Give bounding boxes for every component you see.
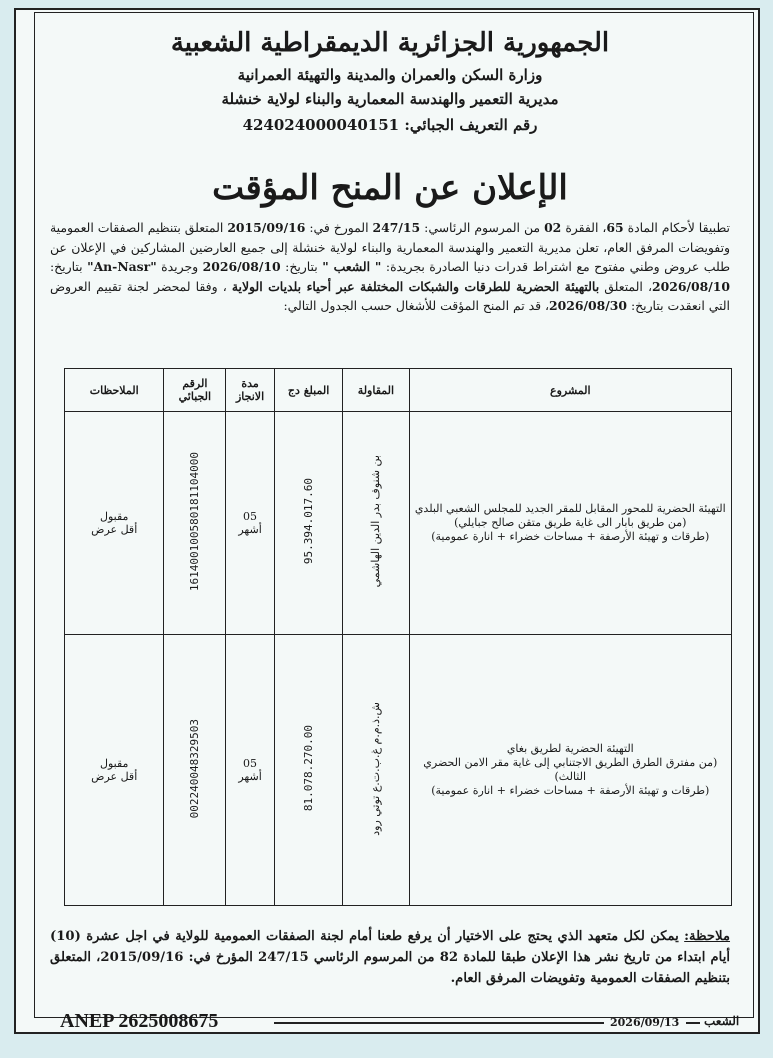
body-text: ، الفقرة <box>565 220 607 235</box>
note-decree: 247/15 <box>258 950 309 965</box>
tax-number-value: 002240048329503 <box>188 718 202 819</box>
header-project: المشروع <box>409 369 731 412</box>
evaluation-date: 2026/08/30 <box>548 298 627 313</box>
remark-reason: أقل عرض <box>91 522 138 536</box>
table-row <box>65 634 732 905</box>
article-number: 65 <box>606 220 624 235</box>
announcement-title: الإعلان عن المنح المؤقت <box>212 168 568 208</box>
remarks-cell <box>65 634 164 905</box>
note-text: من المرسوم الرئاسي <box>313 950 435 965</box>
body-text: ، المتعلق <box>604 278 652 294</box>
header-tax-number: الرقم الجبائي <box>164 369 226 412</box>
decree-number: 247/15 <box>372 220 421 235</box>
amount-value: 95.394.017.60 <box>302 478 316 565</box>
note-label: ملاحظة: <box>684 929 731 944</box>
duration-cell <box>226 634 275 905</box>
contractor-cell <box>343 412 409 635</box>
anep-reference: ANEP 2625008675 <box>60 1010 219 1032</box>
remark-status: مقبول <box>99 509 129 523</box>
tax-number-value: 161400100580181104000 <box>188 451 202 591</box>
body-text: وجريدة <box>161 259 199 274</box>
body-text: المورخ في: <box>309 220 369 235</box>
body-text: من المرسوم الرئاسي: <box>424 220 541 235</box>
newspaper-name: الشعب <box>704 1014 740 1028</box>
footer-bar <box>60 1010 750 1036</box>
amount-cell <box>274 412 342 635</box>
publication-date: 2026/09/13 <box>610 1016 680 1029</box>
note-text: المؤرخ في: <box>188 950 253 965</box>
note-text: يمكن لكل متعهد الذي يحتج على الاختيار أن يرفع طعنا أمام لجنة الصفقات العمومية للولاية في اجل <box>125 929 679 944</box>
note-text: أيام ابتداء من تاريخ نشر هذا الإعلان طبقا للمادة <box>463 950 731 965</box>
note-decree-date: 2015/09/16 <box>100 950 184 965</box>
project-title: التهيئة الحضرية للمحور المقابل للمقر الجديد للمجلس الشعبي البلدي <box>414 501 726 515</box>
header-contractor: المقاولة <box>343 369 409 412</box>
duration-unit: أشهر <box>238 769 262 783</box>
project-scope: (طرقات و تهيئة الأرصفة + مساحات خضراء + انارة عمومية) <box>431 529 710 543</box>
republic-heading: الجمهورية الجزائرية الديمقراطية الشعبية <box>170 28 610 58</box>
ministry-heading: وزارة السكن والعمران والمدينة والتهيئة العمرانية <box>237 66 543 84</box>
project-detail: (من مفترق الطرق الطريق الاجتنابي إلى غاية مقر الامن الحضري الثالث) <box>423 755 718 783</box>
duration-unit: أشهر <box>238 522 262 536</box>
amount-cell <box>274 634 342 905</box>
announcement-body <box>50 218 730 316</box>
remark-reason: أقل عرض <box>91 769 138 783</box>
paragraph-number: 02 <box>544 220 562 235</box>
project-detail: (من طريق بابار الى غاية طريق متقن صالح جبايلي) <box>454 515 687 529</box>
table-row <box>65 412 732 635</box>
project-title: التهيئة الحضرية لطريق بغاي <box>506 741 634 755</box>
tax-number-cell <box>164 412 226 635</box>
project-cell <box>409 634 731 905</box>
footer-rule <box>274 1022 604 1024</box>
duration-value: 05 <box>243 756 258 770</box>
body-text: المتعلق بتنظيم الصفقات العمومية وتفويضات المرفق العام، تعلن مديرية التعمير والهندسة المعمارية والبناء لولاية خنشلة إلى جميع العارضين المشاركين في الإعلان عن طلب عروض وطني مفتوح مع اشتراط قدرات دنيا الصادرة بجريدة: <box>50 220 730 274</box>
body-text: تطبيقا لأحكام المادة <box>627 220 730 235</box>
tender-subject: بالتهيئة الحضرية للطرقات والشبكات المختلفة عبر أحياء بلديات الولاية <box>231 278 600 294</box>
project-cell <box>409 412 731 635</box>
newspaper-1-date: 2026/08/10 <box>202 259 281 274</box>
directorate-heading: مديرية التعمير والهندسة المعمارية والبناء لولاية خنشلة <box>221 90 559 108</box>
body-text: بتاريخ: <box>285 259 318 274</box>
duration-cell <box>226 412 275 635</box>
footer-rule <box>686 1022 700 1024</box>
note-text: ، المتعلق بتنظيم الصفقات العمومية وتفويضات المرفق العام. <box>50 950 730 986</box>
tax-id-label: رقم التعريف الجبائي: <box>404 116 538 134</box>
tax-id-value: 424024000040151 <box>242 116 400 134</box>
contractor-name: بن شنوف بدر الدين الهاشمي <box>369 455 383 588</box>
body-text: ، قد تم المنح المؤقت للأشغال حسب الجدول التالي: <box>283 298 549 313</box>
header-amount: المبلغ دج <box>274 369 342 412</box>
contractor-cell <box>343 634 409 905</box>
note-article: 82 <box>439 950 459 965</box>
header-duration: مدة الانجاز <box>226 369 275 412</box>
newspaper-2-date: 2026/08/10 <box>651 278 730 294</box>
newspaper-1: " الشعب " <box>322 259 382 274</box>
body-text: بتاريخ: <box>50 259 83 274</box>
remark-status: مقبول <box>99 756 129 770</box>
body-text: ، وفقا لمحضر لجنة تقييم العروض التي انعقدت بتاريخ: <box>50 278 730 313</box>
newspaper-2: "An-Nasr" <box>87 259 157 274</box>
contractor-name: ش.ذ.م.م غ.ب.ت.ع توتي رود <box>369 701 383 836</box>
tax-number-cell <box>164 634 226 905</box>
award-table <box>64 368 732 906</box>
duration-value: 05 <box>243 509 258 523</box>
appeal-period: عشرة (10) <box>50 929 121 944</box>
header-remarks: الملاحظات <box>65 369 164 412</box>
project-scope: (طرقات و تهيئة الأرصفة + مساحات خضراء + انارة عمومية) <box>431 783 710 797</box>
decree-date: 2015/09/16 <box>227 220 306 235</box>
tax-id-line <box>40 116 740 134</box>
amount-value: 81.078.270.00 <box>302 725 316 812</box>
appeal-note <box>50 926 730 989</box>
remarks-cell <box>65 412 164 635</box>
table-header-row <box>65 369 732 412</box>
